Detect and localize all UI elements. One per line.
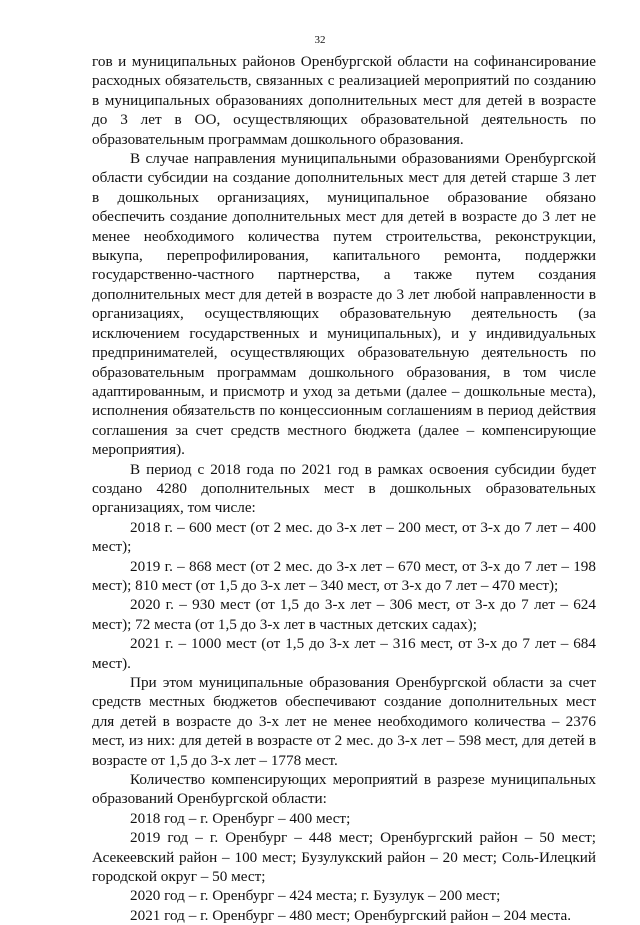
paragraph-compensating-count: Количество компенсирующих мероприятий в разрезе муниципальных образований Оренбургской области: [92,771,596,808]
list-item-comp-2019: 2019 год – г. Оренбург – 448 мест; Оренбургский район – 50 мест; Асекеевский район – 100 мест; Бузулукский район – 20 мест; Соль-Илецкий городской округ – 50 мест; [92,829,596,886]
list-item-2020: 2020 г. – 930 мест (от 1,5 до 3-х лет – 306 мест, от 3-х до 7 лет – 624 мест); 72 места (от 1,5 до 3-х лет в частных детских садах); [92,596,596,633]
list-item-2018: 2018 г. – 600 мест (от 2 мес. до 3-х лет – 200 мест, от 3-х до 7 лет – 400 мест); [92,518,596,556]
list-item-2019: 2019 г. – 868 мест (от 2 мес. до 3-х лет – 670 мест, от 3-х до 7 лет – 198 мест); 810 мест (от 1,5 до 3-х лет – 340 мест, от 3-х до 7 лет – 470 мест); [92,557,596,594]
document-body [92,52,596,925]
list-item-2021: 2021 г. – 1000 мест (от 1,5 до 3-х лет – 316 мест, от 3-х до 7 лет – 684 мест). [92,635,596,672]
paragraph-compensating-measures: В случае направления муниципальными образованиями Оренбургской области субсидии на создание дополнительных мест для детей старше 3 лет в дошкольных организациях, муниципальное образование обязано обеспечить создание дополнительных мест для детей в возрасте до 3 лет не менее необходимого количества путем строительства, реконструкции, выкупа, перепрофилирования, капитального ремонта, поддержки государственно-частного партнерства, а также путем создания дополнительных мест для детей в возрасте до 3 лет любой направленности в организациях, осуществляющих образовательную деятельность (за исключением государственных и муниципальных), и у индивидуальных предпринимателей, осуществляющих образовательную деятельность по образовательным программам дошкольного образования, в том числе адаптированным, и присмотр и уход за детьми (далее – дошкольные места), исполнения обязательств по концессионным соглашениям в период действия соглашения за счет средств местного бюджета (далее – компенсирующие мероприятия). [92,150,596,459]
paragraph-local-budgets: При этом муниципальные образования Оренбургской области за счет средств местных бюджетов обеспечивают создание дополнительных мест для детей в возрасте до 3-х лет не менее необходимого количества – 2376 мест, из них: для детей в возрасте от 2 мес. до 3-х лет – 598 мест, для детей в возрасте от 1,5 до 3-х лет – 1778 мест. [92,674,596,769]
paragraph-period-summary: В период с 2018 года по 2021 год в рамках освоения субсидии будет создано 4280 дополнительных мест в дошкольных образовательных организациях, том числе: [92,460,596,517]
list-item-comp-2021: 2021 год – г. Оренбург – 480 мест; Оренбургский район – 204 места. [130,906,572,924]
page-number: 32 [314,34,326,46]
list-item-comp-2018: 2018 год – г. Оренбург – 400 мест; [130,809,351,827]
list-item-comp-2020: 2020 год – г. Оренбург – 424 места; г. Бузулук – 200 мест; [130,887,501,905]
paragraph-continuation: гов и муниципальных районов Оренбургской области на софинансирование расходных обязательств, связанных с реализацией мероприятий по созданию в муниципальных образованиях дополнительных мест для детей в возрасте до 3 лет в ОО, осуществляющих образовательной деятельность по образовательным программам дошкольного образования. [92,53,596,148]
